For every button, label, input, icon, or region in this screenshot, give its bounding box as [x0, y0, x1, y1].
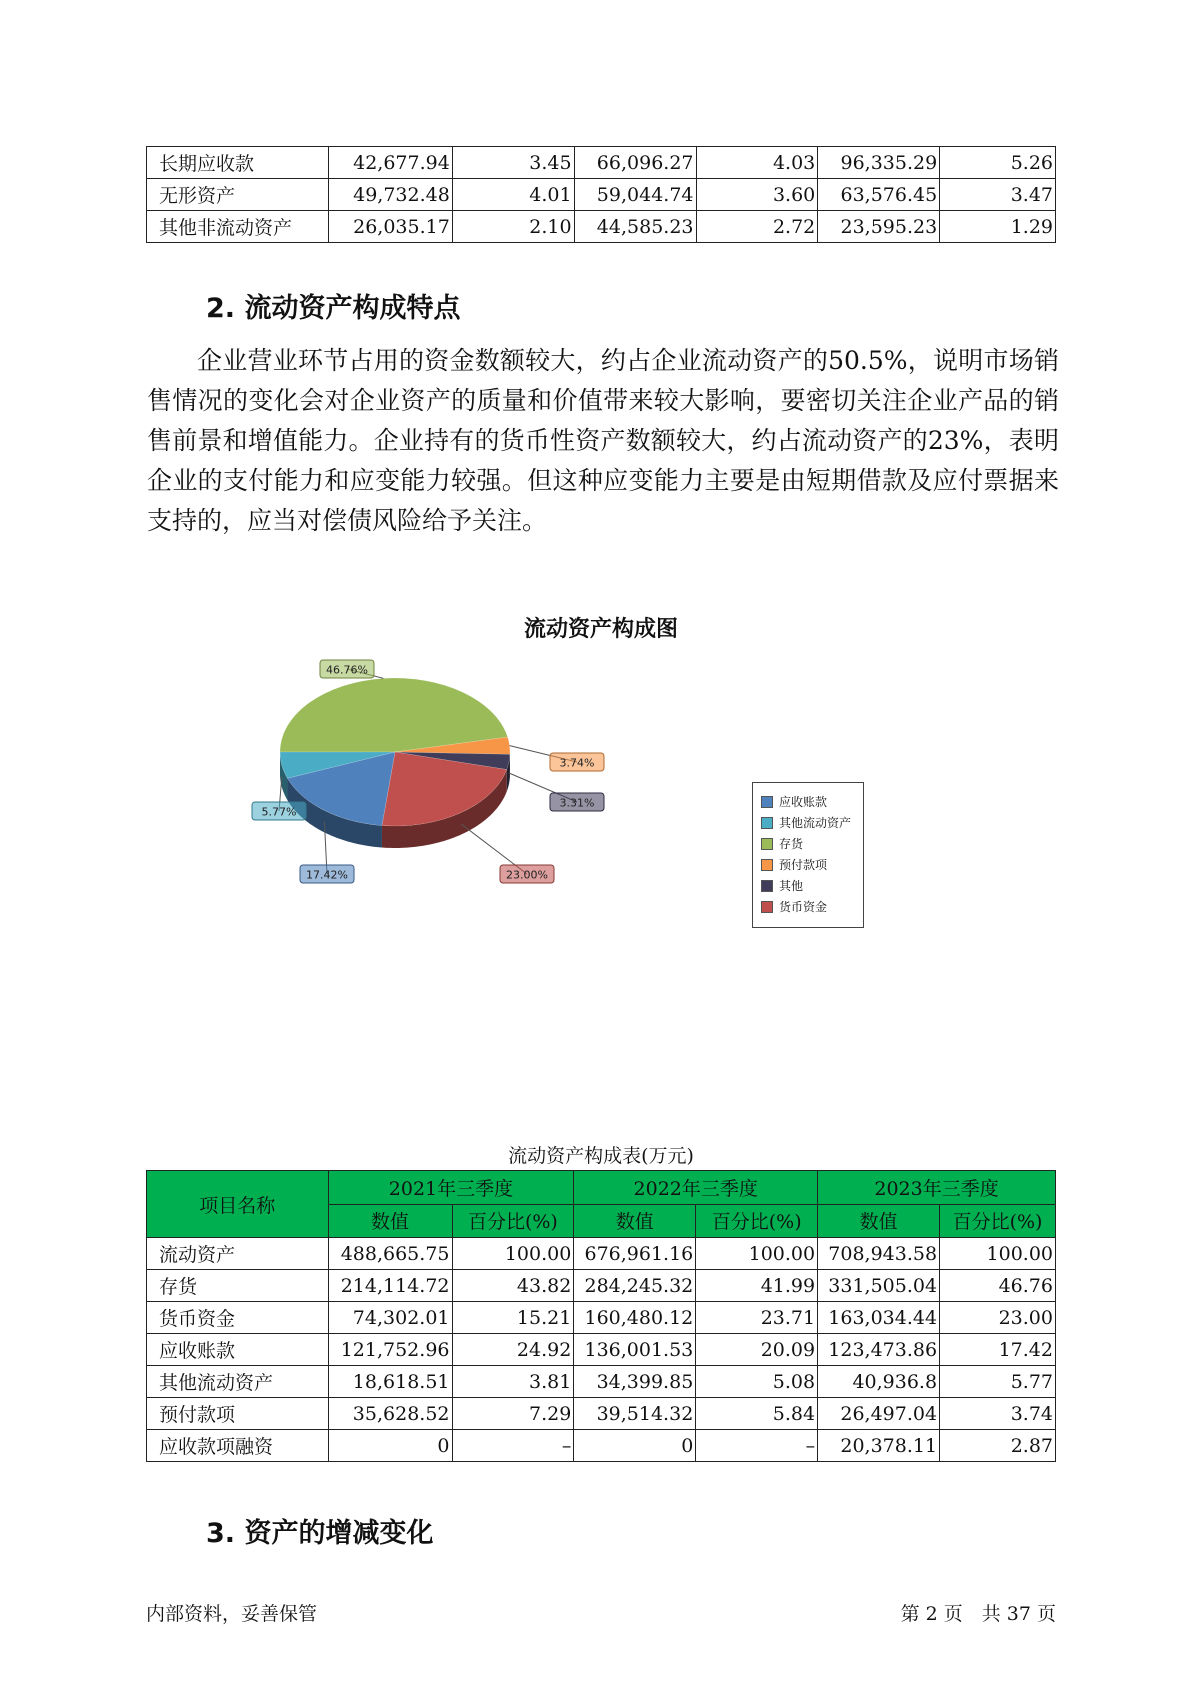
percent-cell: 100.00	[696, 1238, 818, 1270]
data-label: 23.00%	[506, 868, 548, 882]
chart-legend	[752, 782, 864, 928]
value-cell: 23,595.23	[818, 211, 940, 243]
percent-cell: 24.92	[452, 1334, 574, 1366]
row-label: 应收账款	[147, 1334, 329, 1366]
legend-item	[753, 875, 863, 896]
header-year-2022: 2022年三季度	[574, 1171, 818, 1205]
footer-left: 内部资料，妥善保管	[146, 1603, 318, 1625]
row-label: 流动资产	[147, 1238, 329, 1270]
value-cell: 331,505.04	[818, 1270, 940, 1302]
row-label: 预付款项	[147, 1398, 329, 1430]
footer-page-number: 第 2 页 共 37 页	[900, 1603, 1056, 1625]
percent-cell: 2.10	[452, 211, 574, 243]
header-percent: 百分比(%)	[452, 1204, 574, 1238]
value-cell: 26,035.17	[328, 211, 452, 243]
pie-svg	[230, 640, 650, 960]
legend-swatch	[761, 859, 773, 871]
data-label: 3.31%	[559, 796, 595, 810]
percent-cell: 41.99	[696, 1270, 818, 1302]
legend-swatch	[761, 796, 773, 808]
value-cell: 26,497.04	[818, 1398, 940, 1430]
table-row	[147, 147, 1056, 179]
row-label: 无形资产	[147, 179, 329, 211]
legend-label: 其他流动资产	[779, 816, 852, 830]
percent-cell: 20.09	[696, 1334, 818, 1366]
value-cell: 59,044.74	[574, 179, 696, 211]
legend-item	[753, 812, 863, 833]
percent-cell: 2.87	[940, 1430, 1056, 1462]
value-cell: 18,618.51	[328, 1366, 452, 1398]
percent-cell: 5.77	[940, 1366, 1056, 1398]
legend-item	[753, 854, 863, 875]
legend-label: 其他	[779, 879, 804, 893]
legend-item	[753, 791, 863, 812]
chart-title: 流动资产构成图	[523, 617, 678, 642]
section-3-heading: 3. 资产的增减变化	[206, 1518, 434, 1549]
value-cell: 34,399.85	[574, 1366, 696, 1398]
legend-swatch	[761, 838, 773, 850]
legend-item	[753, 833, 863, 854]
row-label: 存货	[147, 1270, 329, 1302]
table-row	[147, 1238, 1056, 1270]
row-label: 其他流动资产	[147, 1366, 329, 1398]
value-cell: 123,473.86	[818, 1334, 940, 1366]
percent-cell: 15.21	[452, 1302, 574, 1334]
percent-cell: 3.60	[696, 179, 818, 211]
percent-cell: 100.00	[452, 1238, 574, 1270]
legend-label: 预付款项	[779, 858, 828, 872]
row-label: 长期应收款	[147, 147, 329, 179]
table-row	[147, 1270, 1056, 1302]
table-row	[147, 1302, 1056, 1334]
value-cell: 0	[328, 1430, 452, 1462]
table-row	[147, 1366, 1056, 1398]
table-row	[147, 1398, 1056, 1430]
header-percent: 百分比(%)	[696, 1204, 818, 1238]
table-caption: 流动资产构成表(万元)	[508, 1145, 694, 1167]
value-cell: 66,096.27	[574, 147, 696, 179]
value-cell: 49,732.48	[328, 179, 452, 211]
percent-cell: 4.01	[452, 179, 574, 211]
header-item-name: 项目名称	[147, 1171, 329, 1238]
legend-swatch	[761, 880, 773, 892]
percent-cell: –	[696, 1430, 818, 1462]
value-cell: 35,628.52	[328, 1398, 452, 1430]
header-value: 数值	[574, 1204, 696, 1238]
percent-cell: 4.03	[696, 147, 818, 179]
data-label: 3.74%	[559, 756, 595, 770]
percent-cell: 7.29	[452, 1398, 574, 1430]
value-cell: 39,514.32	[574, 1398, 696, 1430]
data-label: 46.76%	[326, 663, 368, 677]
value-cell: 676,961.16	[574, 1238, 696, 1270]
value-cell: 214,114.72	[328, 1270, 452, 1302]
percent-cell: 3.45	[452, 147, 574, 179]
percent-cell: 43.82	[452, 1270, 574, 1302]
value-cell: 284,245.32	[574, 1270, 696, 1302]
percent-cell: 5.26	[940, 147, 1056, 179]
section-2-heading: 2. 流动资产构成特点	[206, 293, 461, 324]
value-cell: 96,335.29	[818, 147, 940, 179]
row-label: 其他非流动资产	[147, 211, 329, 243]
data-label: 5.77%	[261, 805, 297, 819]
percent-cell: 17.42	[940, 1334, 1056, 1366]
table-row	[147, 1430, 1056, 1462]
value-cell: 44,585.23	[574, 211, 696, 243]
value-cell: 74,302.01	[328, 1302, 452, 1334]
top-table	[146, 146, 1056, 243]
value-cell: 63,576.45	[818, 179, 940, 211]
legend-label: 存货	[779, 837, 804, 851]
percent-cell: 1.29	[940, 211, 1056, 243]
value-cell: 40,936.8	[818, 1366, 940, 1398]
percent-cell: 23.00	[940, 1302, 1056, 1334]
row-label: 应收款项融资	[147, 1430, 329, 1462]
value-cell: 708,943.58	[818, 1238, 940, 1270]
value-cell: 121,752.96	[328, 1334, 452, 1366]
legend-item	[753, 896, 863, 917]
percent-cell: 46.76	[940, 1270, 1056, 1302]
row-label: 货币资金	[147, 1302, 329, 1334]
header-percent: 百分比(%)	[940, 1204, 1056, 1238]
value-cell: 163,034.44	[818, 1302, 940, 1334]
percent-cell: –	[452, 1430, 574, 1462]
percent-cell: 3.81	[452, 1366, 574, 1398]
percent-cell: 5.84	[696, 1398, 818, 1430]
legend-label: 应收账款	[779, 795, 828, 809]
header-year-2023: 2023年三季度	[818, 1171, 1056, 1205]
header-year-2021: 2021年三季度	[328, 1171, 574, 1205]
legend-swatch	[761, 817, 773, 829]
data-label: 17.42%	[306, 868, 348, 882]
legend-swatch	[761, 901, 773, 913]
percent-cell: 100.00	[940, 1238, 1056, 1270]
value-cell: 488,665.75	[328, 1238, 452, 1270]
value-cell: 160,480.12	[574, 1302, 696, 1334]
table-row	[147, 1334, 1056, 1366]
percent-cell: 2.72	[696, 211, 818, 243]
value-cell: 136,001.53	[574, 1334, 696, 1366]
percent-cell: 23.71	[696, 1302, 818, 1334]
percent-cell: 3.47	[940, 179, 1056, 211]
value-cell: 42,677.94	[328, 147, 452, 179]
current-assets-table	[146, 1170, 1056, 1462]
table-row	[147, 211, 1056, 243]
pie-slice	[280, 678, 508, 752]
percent-cell: 3.74	[940, 1398, 1056, 1430]
section-2-paragraph: 企业营业环节占用的资金数额较大，约占企业流动资产的50.5%，说明市场销售情况的变化会对企业资产的质量和价值带来较大影响，要密切关注企业产品的销售前景和增值能力。企业持有的货币性资产数额较大，约占流动资产的23%，表明企业的支付能力和应变能力较强。但这种应变能力主要是由短期借款及应付票据来支持的，应当对偿债风险给予关注。	[147, 346, 1059, 535]
value-cell: 20,378.11	[818, 1430, 940, 1462]
value-cell: 0	[574, 1430, 696, 1462]
header-value: 数值	[818, 1204, 940, 1238]
header-value: 数值	[328, 1204, 452, 1238]
legend-label: 货币资金	[779, 900, 828, 914]
percent-cell: 5.08	[696, 1366, 818, 1398]
table-row	[147, 179, 1056, 211]
